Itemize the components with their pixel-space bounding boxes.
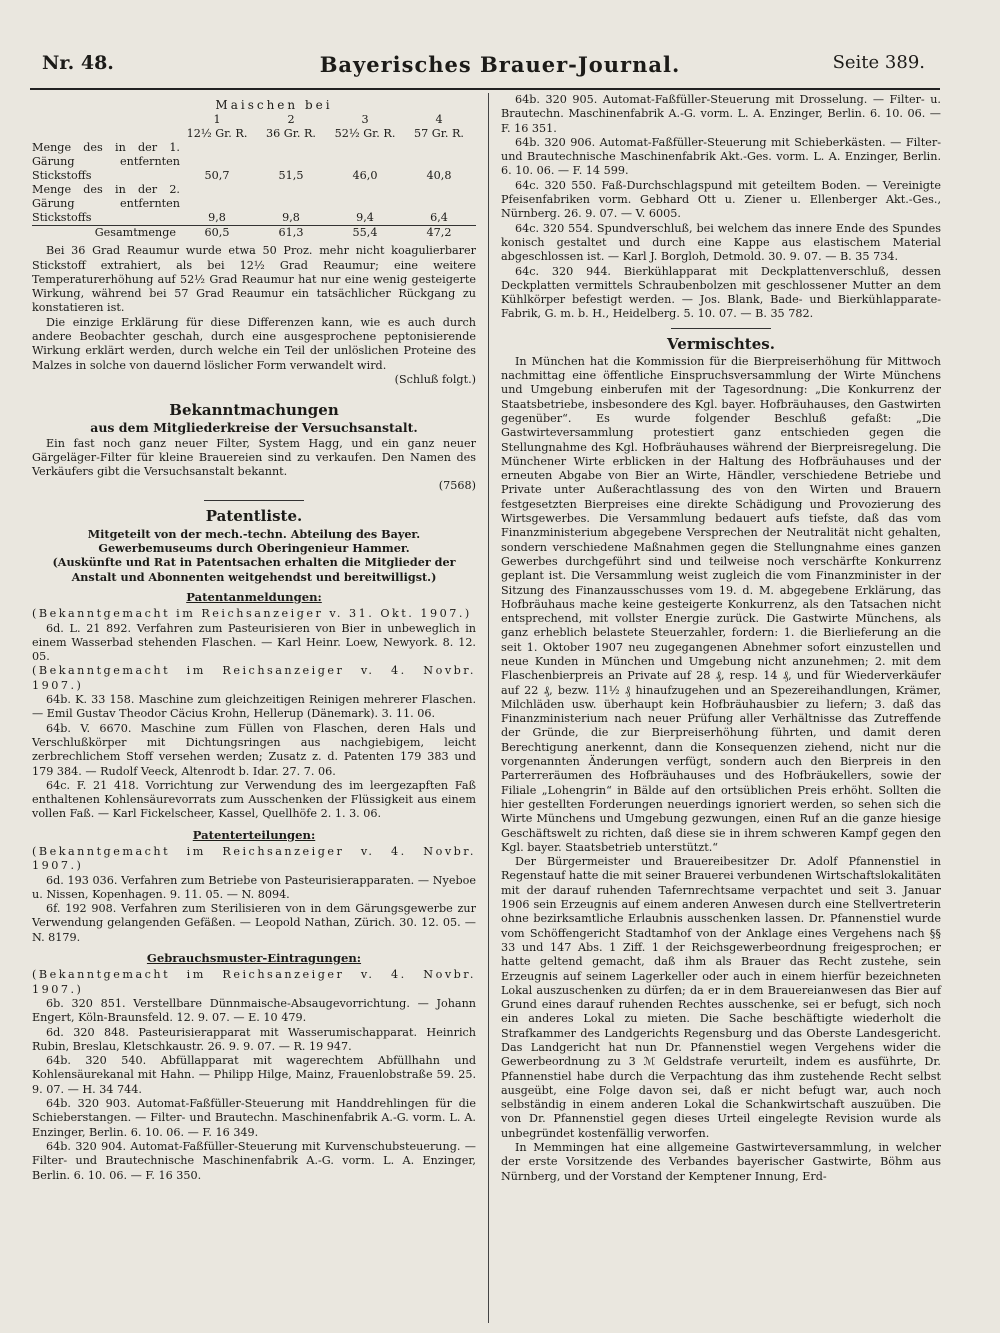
patent-entry: 64b. 320 904. Automat-Faßfüller-Steuerung mit Kurvenschubsteuerung. — Filter- und Brautechnische Maschinenfabrik A.-G. vorm. L. A. Enzinger, Berlin. 6. 10. 06. — F. 16 350. bbox=[32, 1139, 476, 1182]
patent-entry: 64b. 320 906. Automat-Faßfüller-Steuerung mit Schieberkästen. — Filter- und Brautechnische Maschinenfabrik Akt.-Ges. vorm. L. A. Enzinger, Berlin. 6. 10. 06. — F. 14 599. bbox=[501, 135, 941, 178]
patent-entry: 64b. 320 903. Automat-Faßfüller-Steuerung mit Handdrehlingen für die Schieberstangen. — Filter- und Brautechn. Maschinenfabrik A.-G. vorm. L. A. Enzinger, Berlin. 6. 10. 06. — F. 16 349. bbox=[32, 1097, 476, 1139]
patent-entry: 64c. 320 944. Bierkühlapparat mit Deckplattenverschluß, dessen Deckplatten vermittels Schraubenbolzen mit geschlossener Mutter an dem Kühlkörper befestigt werden. — Jos. Blank, Bade- und Bierkühlapparate-Fabrik, G. m. b. H., Heidelberg. 5. 10. 07. — B. 35 782. bbox=[501, 264, 941, 321]
paragraph: Die einzige Erklärung für diese Differenzen kann, wie es auch durch andere Beobachter geschah, durch eine ausgesprochene peptonisierende Wirkung erklärt werden, durch welche ein Teil der unlöslichen Proteine des Malzes in solche von dauernd löslicher Form verwandelt wird. bbox=[32, 315, 476, 372]
table-cell: 9,8 bbox=[208, 211, 226, 225]
patent-entry: 6f. 192 908. Verfahren zum Sterilisieren von in dem Gärungsgewerbe zur Verwendung gelangenden Gefäßen. — Leopold Nathan, Zürich. 30. 12. 05. — N. 8179. bbox=[32, 902, 476, 944]
paragraph: Der Bürgermeister und Brauereibesitzer Dr. Adolf Pfannenstiel in Regenstauf hatte die mit seiner Brauerei verbundenen Wirtschaftslokalitäten mit der darauf ruhenden Tafernrechtsame verpachtet und seit 3. Januar 1906 sein Erzeugnis auf einem anderen Anwesen durch eine Stellvertreterin ohne bezirksamtliche Erlaubnis ausschenken lassen. Dr. Pfannenstiel wurde vom Schöffengericht Stadtamhof von der Anklage eines Vergehens nach §§ 33 und 147 Abs. 1 Ziff. 1 der Reichsgewerbeordnung freigesprochen; er hatte geltend gemacht, daß ihm als Brauer das Recht zustehe, sein Erzeugnis auf seinem Lagerkeller oder auch in einem hierfür bezeichneten Lokal auszuschenken zu dürfen; da er in dem Brauereianwesen das Bier auf Grund eines darauf ruhenden Rechtes ausschenke, sei er befugt, sich noch ein anderes Lokal zu mieten. Die Sache beschäftigte wiederholt die Strafkammer des Landgerichts Regensburg und das Oberste Landesgericht. Das Landgericht hat nun Dr. Pfannenstiel wegen Vergehens wider die Gewerbeordnung zu 3 ℳ Geldstrafe verurteilt, indem es ausführte, Dr. Pfannenstiel habe durch die Verpachtung das ihm zustehende Recht selbst ausgeübt, eine Folge davon sei, daß er nicht befugt war, auch noch selbständig in einem anderen Lokal die Schankwirtschaft auszuüben. Die von Dr. Pfannenstiel gegen dieses Urteil eingelegte Revision wurde als unbegründet kostenfällig verworfen. bbox=[501, 855, 941, 1140]
table-cell: 51,5 bbox=[278, 169, 304, 183]
publication-note: (Bekanntgemacht im Reichsanzeiger v. 4. Novbr. 1907.) bbox=[32, 968, 476, 996]
table-header-row bbox=[32, 113, 476, 141]
paragraph: In München hat die Kommission für die Bierpreiserhöhung für Mittwoch nachmittag eine öffentliche Einspruchsversammlung der Wirte Münchens und Umgebung einberufen mit der Tagesordnung: „Die Konkurrenz der Staatsbetriebe, insbesondere des Kgl. bayer. Hofbräuhauses, den Gastwirten gegenüber“. Es wurde folgender Beschluß gefaßt: „Die Gastwirteversammlung protestiert ganz entschieden gegen die Stellungnahme des Kgl. Hofbräuhauses während der Bierpreisregelung. Die Münchener Wirte erblicken in der Haltung des Hofbräuhauses und der erneuten Abgabe von Bier an Wirte, Händler, verschiedene Betriebe und Private unter Außerachtlassung des von den Wirten und Brauern festgesetzten Bierpreises eine direkte Schädigung und Provozierung des Wirtsgewerbes. Die Versammlung bedauert aufs tiefste, daß das vom Finanzministerium abgegebene Versprechen der Neutralität nicht gehalten, sondern verschiedene Maßnahmen gegen die Stellungnahme eines ganzen Gewerbes durchgeführt sind und teilweise noch verschärfte Konkurrenz geplant ist. Die Versammlung weist zugleich die vom Finanzminister in der Sitzung des Finanzausschusses vom 19. d. M. abgegebene Erklärung, das Hofbräuhaus mache keine gesteigerte Konkurrenz, als den Tatsachen nicht entsprechend, mit vollster Energie zurück. Die Gastwirte Münchens, als ganz erheblich belastete Steuerzahler, fordern: 1. die Bierlieferung an die seit 1. Oktober 1907 neu zugegangenen Abnehmer sofort einzustellen und neue Kunden in München und Umgebung nicht anzunehmen; 2. mit dem Flaschenbierpreis an Private auf 28 ₰, resp. 14 ₰, und für Wiederverkäufer auf 22 ₰, bezw. 11½ ₰ hinaufzugehen und an Spezereihandlungen, Krämer, Milchläden usw. überhaupt kein Hofbräuhausbier zu liefern; 3. daß das Finanzministerium nach neuer Prüfung aller Verhältnisse das Zutreffende der Gründe, die zur Bierpreiserhöhung führten, und damit deren Berechtigung anerkennt, dann die Konsequenzen ziehend, nicht nur die vorgenannten Änderungen verfügt, sondern auch den Bierpreis in den Parterreräumen des Hofbräuhauses und des Hofbräukellers, sowie der Filiale „Lohengrin“ in Bälde auf den ortsüblichen Preis erhöht. Sollten die hier gestellten Forderungen neuerdings ignoriert werden, so sehen sich die Wirte Münchens und Umgebung gezwungen, einen Ruf an die ganze hiesige Geschäftswelt zu richten, daß diese sie in ihrem schweren Kampf gegen den Kgl. bayer. Staatsbetrieb unterstützt.“ bbox=[501, 354, 941, 854]
table-cell: 46,0 bbox=[352, 169, 378, 183]
row-label: Gesamtmenge bbox=[32, 226, 180, 241]
table-cell: 9,4 bbox=[356, 211, 374, 225]
patent-entry: 64c. F. 21 418. Vorrichtung zur Verwendung des im leergezapften Faß enthaltenen Kohlensäurevorrats zum Ausschenken der Flüssigkeit aus einem vollen Faß. — Karl Fickelscheer, Kassel, Quellhöfe 2. 1. 3. 06. bbox=[32, 778, 476, 821]
patent-entry: 64b. 320 905. Automat-Faßfüller-Steuerung mit Drosselung. — Filter- u. Brautechn. Maschinenfabrik A.-G. vorm. L. A. Enzinger, Berlin. 6. 10. 06. — F. 16 351. bbox=[501, 93, 941, 135]
patent-entry: 6d. 320 848. Pasteurisierapparat mit Wasserumischapparat. Heinrich Rubin, Breslau, Kletschkaustr. 26. 9. 9. 07. — R. 19 947. bbox=[32, 1025, 476, 1053]
table-cell: 61,3 bbox=[254, 226, 328, 241]
table-row-total bbox=[32, 226, 476, 241]
table-cell: 6,4 bbox=[430, 211, 448, 225]
column-header: 2 36 Gr. R. bbox=[266, 113, 316, 141]
continuation-note: (Schluß folgt.) bbox=[394, 372, 476, 386]
patent-entry: 6d. L. 21 892. Verfahren zum Pasteurisieren von Bier in unbeweglich in einem Wasserbad stehenden Flaschen. — Karl Heinr. Loew, Newyork. 8. 12. 05. bbox=[32, 621, 476, 664]
row-label: Menge des in der 1. Gärung entfernten Stickstoffs bbox=[32, 141, 180, 183]
patent-entry: 64b. 320 540. Abfüllapparat mit wagerechtem Abfüllhahn und Kohlensäurekanal mit Hahn. — Philipp Hilge, Mainz, Frauenlobstraße 59. 25. 9. 07. — H. 34 744. bbox=[32, 1054, 476, 1096]
column-header: 1 12½ Gr. R. bbox=[186, 113, 248, 141]
section-subtitle: Mitgeteilt von der mech.-techn. Abteilung des Bayer. Gewerbemuseums durch Oberingenieur Hammer. bbox=[87, 526, 421, 556]
nitrogen-table bbox=[32, 113, 476, 240]
page-header bbox=[0, 52, 1000, 86]
divider bbox=[204, 500, 304, 501]
left-column bbox=[32, 92, 476, 1183]
paragraph: Bei 36 Grad Reaumur wurde etwa 50 Proz. mehr nicht koagulierbarer Stickstoff extrahiert, als bei 12½ Grad Reaumur; eine weitere Temperaturerhöhung auf 52½ Grad Reaumur hat nur eine wenig gesteigerte Wirkung, während bei 57 Grad Reaumur ein tatsächlicher Rückgang zu konstatieren ist. bbox=[32, 244, 476, 315]
reference-number: (7568) bbox=[438, 479, 476, 493]
section-subtitle: aus dem Mitgliederkreise der Versuchsanstalt. bbox=[90, 420, 418, 436]
journal-title: Bayerisches Brauer-Journal. bbox=[319, 52, 681, 77]
publication-note: (Bekanntgemacht im Reichsanzeiger v. 4. Novbr. 1907.) bbox=[32, 664, 476, 692]
table-cell: 47,2 bbox=[402, 226, 476, 241]
column-header: 3 52½ Gr. R. bbox=[334, 113, 396, 141]
table-caption: Maischen bei bbox=[215, 98, 333, 112]
subsection-title: Gebrauchsmuster-Eintragungen: bbox=[146, 951, 362, 966]
publication-note: (Bekanntgemacht im Reichsanzeiger v. 4. Novbr. 1907.) bbox=[32, 844, 476, 873]
page-number: Seite 389. bbox=[832, 52, 925, 73]
table-cell: 55,4 bbox=[328, 226, 402, 241]
table-cell: 60,5 bbox=[180, 226, 254, 241]
section-note: (Auskünfte und Rat in Patentsachen erhalten die Mitglieder der Anstalt und Abonnenten weitgehendst und bereitwilligst.) bbox=[52, 555, 456, 584]
column-header: 4 57 Gr. R. bbox=[414, 113, 464, 141]
table-cell: 40,8 bbox=[426, 169, 452, 183]
divider bbox=[671, 328, 771, 329]
section-title-patentliste: Patentliste. bbox=[205, 506, 303, 525]
table-row bbox=[32, 141, 476, 183]
patent-entry: 64b. K. 33 158. Maschine zum gleichzeitigen Reinigen mehrerer Flaschen. — Emil Gustav Theodor Cäcius Krohn, Hellerup (Dänemark). 3. 11. 06. bbox=[32, 693, 476, 721]
table-cell: 50,7 bbox=[204, 169, 230, 183]
right-column bbox=[501, 93, 941, 1184]
subsection-title: Patentanmeldungen: bbox=[186, 589, 322, 604]
section-title-bekanntmachungen: Bekanntmachungen bbox=[169, 401, 339, 420]
paragraph: In Memmingen hat eine allgemeine Gastwirteversammlung, in welcher der erste Vorsitzende des Verbandes bayerischer Gastwirte, Böhm aus Nürnberg, und der Vorstand der Kemptener Innung, Erd- bbox=[501, 1141, 941, 1183]
column-divider bbox=[488, 93, 489, 1323]
header-rule bbox=[30, 88, 940, 90]
table-row bbox=[32, 183, 476, 226]
row-label: Menge des in der 2. Gärung entfernten Stickstoffs bbox=[32, 183, 180, 225]
publication-note: (Bekanntgemacht im Reichsanzeiger v. 31. Okt. 1907.) bbox=[32, 607, 472, 621]
patent-entry: 64c. 320 550. Faß-Durchschlagspund mit geteiltem Boden. — Vereinigte Pfeisenfabriken vorm. Gebhard Ott u. Ziener u. Ellenberger Akt.-Ges., Nürnberg. 26. 9. 07. — V. 6005. bbox=[501, 178, 941, 221]
issue-number: Nr. 48. bbox=[42, 52, 114, 74]
paragraph: Ein fast noch ganz neuer Filter, System Hagg, und ein ganz neuer Gärgeläger-Filter für kleine Brauereien sind zu verkaufen. Den Namen des Verkäufers gibt die Versuchsanstalt bekannt. bbox=[32, 436, 476, 479]
patent-entry: 6d. 193 036. Verfahren zum Betriebe von Pasteurisierapparaten. — Nyeboe u. Nissen, Kopenhagen. 9. 11. 05. — N. 8094. bbox=[32, 873, 476, 901]
patent-entry: 6b. 320 851. Verstellbare Dünnmaische-Absaugevorrichtung. — Johann Engert, Köln-Braunsfeld. 12. 9. 07. — E. 10 479. bbox=[32, 996, 476, 1025]
section-title-vermischtes: Vermischtes. bbox=[667, 334, 775, 353]
patent-entry: 64b. V. 6670. Maschine zum Füllen von Flaschen, deren Hals und Verschlußkörper mit Dichtungsringen aus nachgiebigem, leicht zerbrechlichem Stoff versehen werden; Zusatz z. d. Patenten 179 383 und 179 384. — Rudolf Veeck, Altenrodt b. Idar. 27. 7. 06. bbox=[32, 721, 476, 778]
patent-entry: 64c. 320 554. Spundverschluß, bei welchem das innere Ende des Spundes konisch gestaltet und durch eine Kappe aus elastischem Material abgeschlossen ist. — Karl J. Borgloh, Detmold. 30. 9. 07. — B. 35 734. bbox=[501, 221, 941, 264]
subsection-title: Patenterteilungen: bbox=[192, 827, 316, 842]
table-cell: 9,8 bbox=[282, 211, 300, 225]
